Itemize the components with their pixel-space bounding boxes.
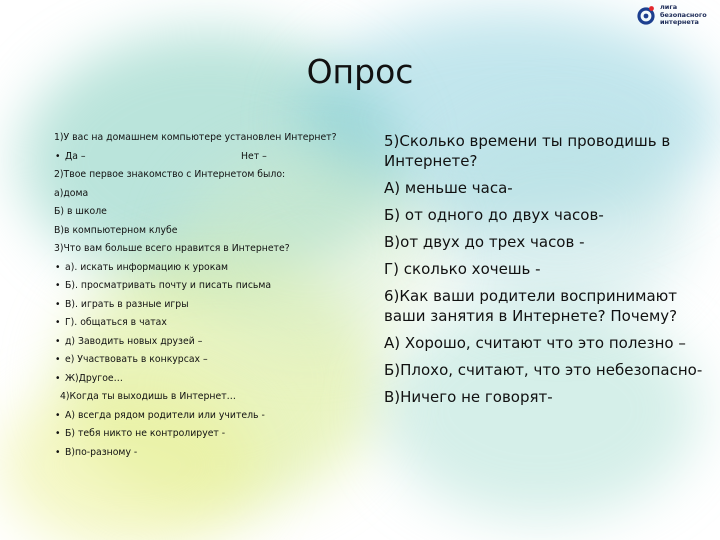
question-1-options (54, 151, 344, 163)
question-4-option: • А) всегда рядом родители или учитель - (54, 410, 344, 422)
survey-right-column (384, 131, 714, 414)
page-title: Опрос (306, 52, 414, 91)
question-5-option: В)от двух до трех часов - (384, 233, 585, 251)
question-6: 6)Как ваши родители воспринимают ваши занятия в Интернете? Почему? (384, 287, 678, 325)
question-3: 3)Что вам больше всего нравится в Интернете? (54, 243, 290, 254)
question-5-option: А) меньше часа- (384, 179, 513, 197)
question-2-option: а)дома (54, 187, 89, 199)
question-6-option: В)Ничего не говорят- (384, 388, 553, 406)
question-3-option: • а). искать информацию к урокам (54, 262, 344, 274)
question-2-option: Б) в школе (54, 206, 107, 217)
question-2: 2)Твое первое знакомство с Интернетом было: (54, 169, 286, 180)
question-4: 4)Когда ты выходишь в Интернет… (60, 391, 236, 402)
logo-text: лига безопасного интернета (660, 3, 707, 26)
question-6-option: А) Хорошо, считают что это полезно – (384, 334, 686, 352)
logo-ring-icon (636, 4, 656, 28)
question-3-option: • Ж)Другое… (54, 373, 344, 385)
option-no: Нет – (241, 150, 267, 162)
question-5-option: Г) сколько хочешь - (384, 260, 541, 278)
question-5: 5)Сколько времени ты проводишь в Интернете? (384, 132, 671, 170)
survey-left-column (54, 132, 344, 465)
question-3-option: • Б). просматривать почту и писать письма (54, 280, 344, 292)
question-6-option: Б)Плохо, считают, что это небезопасно- (384, 361, 703, 379)
question-3-option: • В). играть в разные игры (54, 299, 344, 311)
question-3-option: • е) Участвовать в конкурсах – (54, 354, 344, 366)
option-yes: • Да – (65, 150, 86, 162)
logo (636, 4, 720, 34)
question-3-option: • д) Заводить новых друзей – (54, 336, 344, 348)
question-4-option: • В)по-разному - (54, 447, 344, 459)
question-5-option: Б) от одного до двух часов- (384, 206, 604, 224)
question-3-option: • Г). общаться в чатах (54, 317, 344, 329)
question-2-option: В)в компьютерном клубе (54, 224, 178, 236)
question-1: 1)У вас на домашнем компьютере установлен Интернет? (54, 132, 337, 143)
question-4-option: • Б) тебя никто не контролирует - (54, 428, 344, 440)
